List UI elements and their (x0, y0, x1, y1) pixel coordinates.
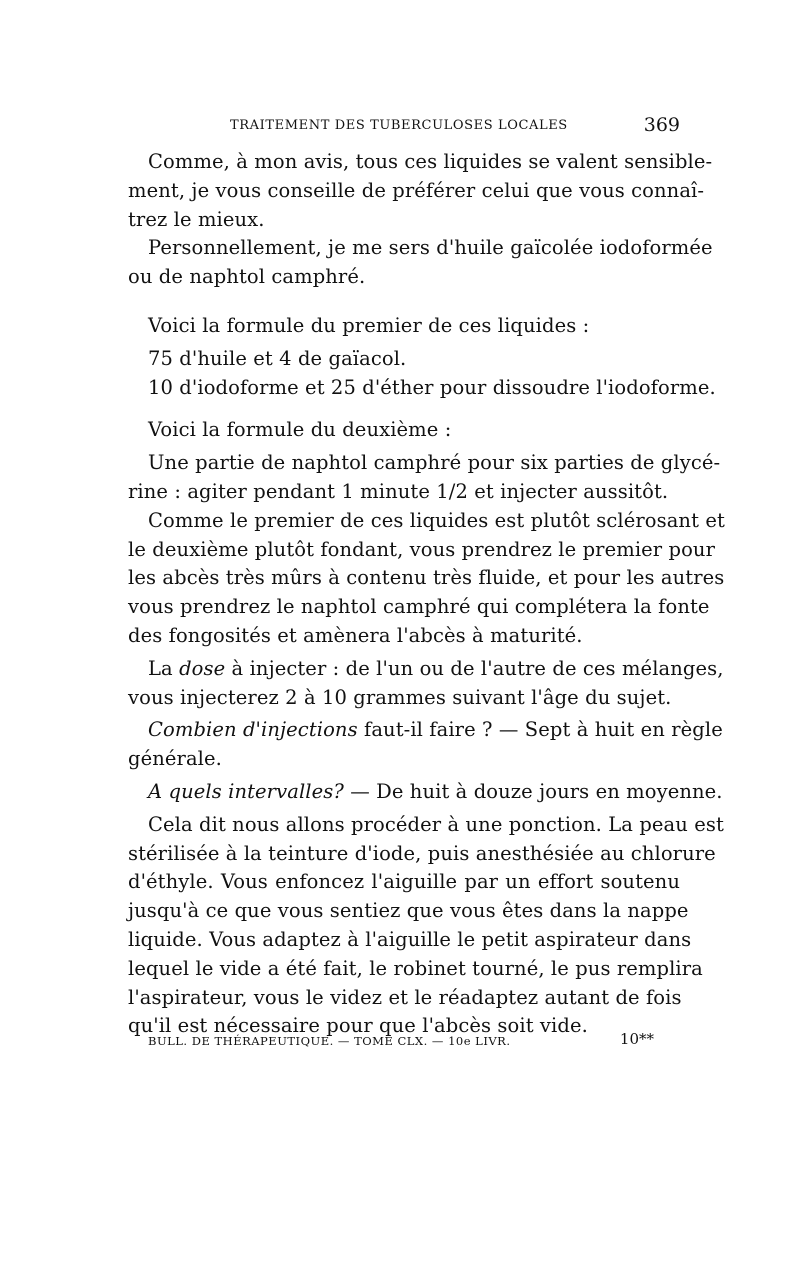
text-line: Voici la formule du premier de ces liquides : (148, 313, 590, 337)
text-line: ment, je vous conseille de préférer celui que vous connaî- (128, 178, 705, 202)
text-run: faut-il faire ? — Sept à huit en règle (357, 718, 723, 742)
text-run: La (148, 656, 180, 680)
text-line (128, 778, 723, 807)
italic-question-injections: Combien d'injections (148, 718, 358, 742)
italic-term-dose: dose (179, 656, 226, 680)
text-line: ou de naphtol camphré. (128, 265, 366, 289)
text-line: qu'il est nécessaire pour que l'abcès soit vide. (128, 1014, 588, 1038)
text-line: d'éthyle. Vous enfoncez l'aiguille par un effort soutenu (128, 870, 680, 894)
text-line: Comme, à mon avis, tous ces liquides se valent sensible- (148, 150, 713, 173)
paragraph-gap (128, 292, 680, 312)
text-line: rine : agiter pendant 1 minute 1/2 et injecter aussitôt. (128, 479, 669, 503)
text-line (128, 716, 723, 745)
text-line: l'aspirateur, vous le videz et le réadaptez autant de fois (128, 985, 682, 1009)
footer-journal-reference: BULL. DE THÉRAPEUTIQUE. — TOME CLX. — 10e LIVR. (148, 1034, 511, 1048)
text-run: — De huit à douze jours en moyenne. (343, 779, 723, 803)
paragraph-gap (128, 402, 680, 416)
text-line: stérilisée à la teinture d'iode, puis anesthésiée au chlorure (128, 841, 716, 865)
text-line: Comme le premier de ces liquides est plutôt sclérosant et (148, 508, 725, 532)
formula-line: 10 d'iodoforme et 25 d'éther pour dissoudre l'iodoforme. (148, 375, 716, 399)
running-head (148, 116, 680, 138)
text-line: jusqu'à ce que vous sentiez que vous êtes dans la nappe (128, 899, 689, 923)
running-head-title: TRAITEMENT DES TUBERCULOSES LOCALES (230, 118, 568, 133)
page-number: 369 (643, 114, 680, 136)
italic-question-intervals: A quels intervalles? (148, 779, 344, 803)
text-line: vous prendrez le naphtol camphré qui complétera la fonte (128, 595, 710, 619)
text-line: Une partie de naphtol camphré pour six parties de glycé- (148, 451, 721, 475)
page-footer (148, 1030, 654, 1052)
text-line: lequel le vide a été fait, le robinet tourné, le pus remplira (128, 956, 703, 980)
text-line: des fongosités et amènera l'abcès à maturité. (128, 623, 583, 647)
text-line: Voici la formule du deuxième : (148, 418, 452, 442)
body-text (128, 148, 725, 1041)
text-line: vous injecterez 2 à 10 grammes suivant l'âge du sujet. (128, 685, 672, 709)
text-line: Personnellement, je me sers d'huile gaïcolée iodoformée (148, 236, 713, 260)
text-line: trez le mieux. (128, 207, 265, 231)
text-line (128, 655, 724, 684)
footer-signature-mark: 10** (619, 1030, 654, 1048)
text-line: les abcès très mûrs à contenu très fluide, et pour les autres (128, 566, 725, 590)
text-line: liquide. Vous adaptez à l'aiguille le petit aspirateur dans (128, 927, 692, 951)
formula-line: 75 d'huile et 4 de gaïacol. (148, 346, 407, 370)
text-line: générale. (128, 747, 222, 771)
text-line: Cela dit nous allons procéder à une ponction. La peau est (148, 812, 724, 836)
text-run: à injecter : de l'un ou de l'autre de ces mélanges, (225, 656, 724, 680)
text-line: le deuxième plutôt fondant, vous prendrez le premier pour (128, 537, 716, 561)
